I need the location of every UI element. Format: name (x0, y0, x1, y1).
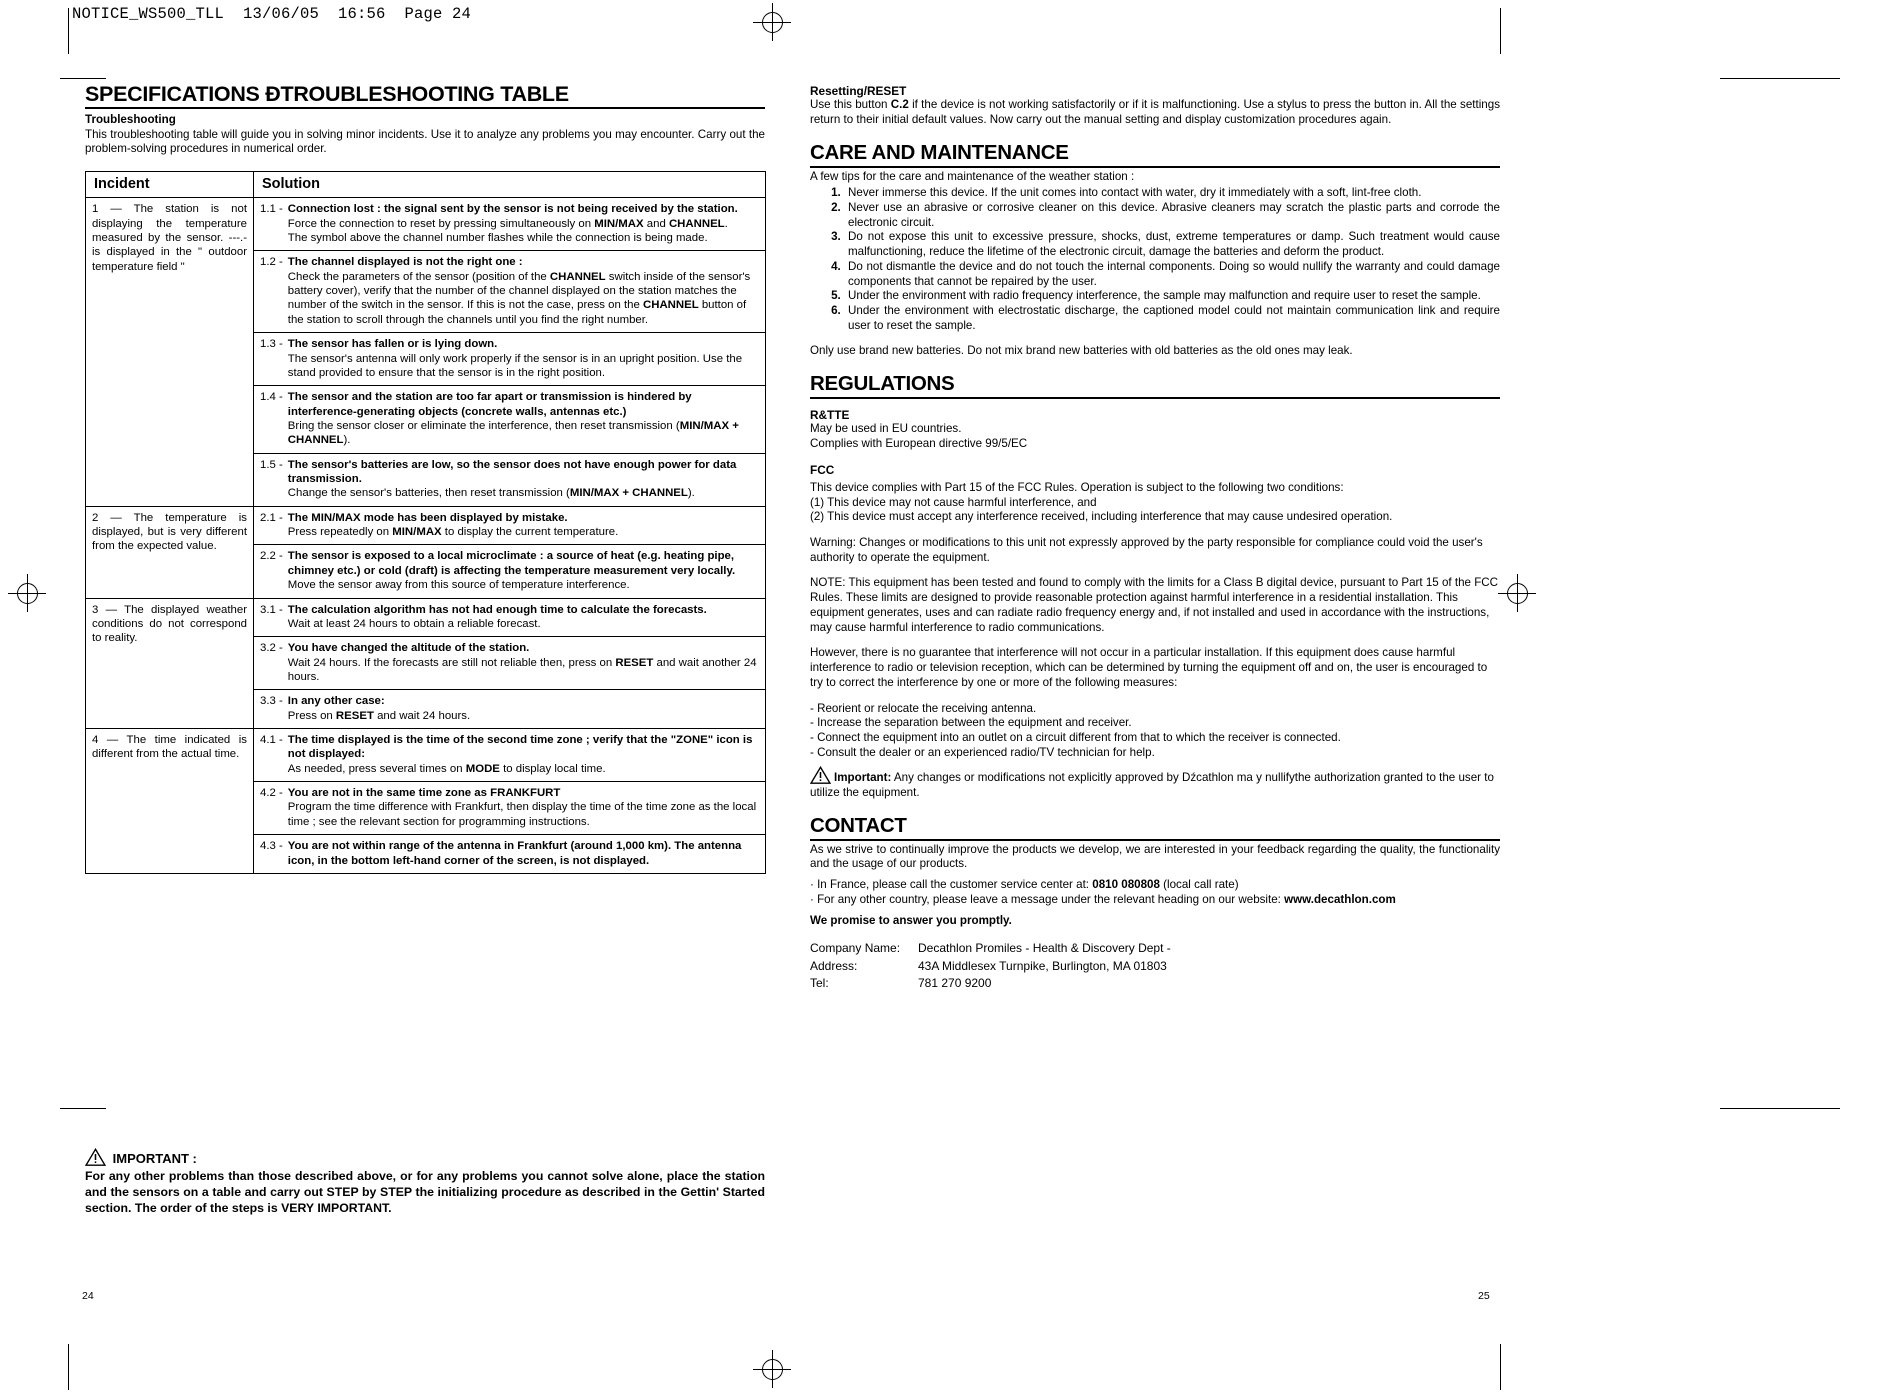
resetting-text: Use this button C.2 if the device is not working satisfactorily or if it is malfunctioning. Use a stylus to press the button in. All the settings return to their initial default values. Now carry out the manual setting and display customization procedures again. (810, 98, 1500, 126)
page-number-right: 25 (1478, 1290, 1490, 1302)
solution-number: 1.5 - (260, 458, 283, 471)
fcc-condition-2: (2) This device must accept any interference received, including interference that may cause undesired operation. (810, 510, 1393, 524)
solution-text: The MIN/MAX mode has been displayed by mistake. Press repeatedly on MIN/MAX to display the current temperature. (287, 511, 619, 539)
solution-number: 4.2 - (260, 787, 283, 800)
solution-number: 1.1 - (260, 203, 283, 216)
right-page-column (810, 84, 1500, 993)
solution-text: The calculation algorithm has not had enough time to calculate the forecasts. Wait at least 24 hours to obtain a reliable forecast. (287, 603, 707, 630)
care-list-item: 2. Never use an abrasive or corrosive cleaner on this device. Abrasive cleaners may scratch the plastic parts and corrode the electronic circuit. (844, 201, 1500, 230)
table-row (86, 729, 766, 782)
fcc-heading: FCC (810, 462, 835, 477)
care-intro: A few tips for the care and maintenance of the weather station : (810, 169, 1135, 183)
care-list-item: 3. Do not expose this unit to excessive pressure, shocks, dust, extreme temperatures or damp. Such treatment would cause malfunctioning, reduce the lifetime of the electronic circuit, damage the batteries and deform the product. (844, 230, 1500, 259)
care-list-item: 5. Under the environment with radio frequency interference, the sample may malfunction and require user to reset the sample. (844, 289, 1500, 304)
crop-line-left-bottom (68, 1344, 69, 1390)
fcc-measures-list (810, 702, 1500, 761)
left-page-column (85, 82, 765, 874)
rtte-line-1: May be used in EU countries. (810, 422, 962, 436)
company-name-value: Decathlon Promiles - Health & Discovery Dept - (918, 941, 1171, 956)
regulations-important-text: Any changes or modifications not explicitly approved by Dźcathlon ma y nullifythe authorization granted to the user to utilize the equipment. (810, 771, 1494, 800)
solution-number: 3.2 - (260, 642, 283, 655)
registration-mark-top (753, 3, 791, 41)
rtte-line-2: Complies with European directive 99/5/EC (810, 437, 1028, 450)
fcc-warning: Warning: Changes or modifications to this unit not expressly approved by the party responsible for compliance could void the user's authority to operate the equipment. (810, 536, 1483, 564)
solution-text: You are not in the same time zone as FRANKFURT Program the time difference with Frankfurt, then display the time of the time zone as the local time ; see the relevant section for programming instructions. (287, 787, 757, 828)
troubleshooting-table (85, 171, 766, 874)
warning-triangle-icon (810, 766, 831, 784)
rtte-heading: R&TTE (810, 408, 850, 423)
page-number-left: 24 (82, 1290, 94, 1302)
crop-line-top-right (1720, 78, 1840, 79)
registration-mark-left (8, 574, 46, 612)
solution-cell (254, 729, 766, 782)
warning-triangle-icon (85, 1148, 106, 1166)
important-heading-text: IMPORTANT : (112, 1151, 197, 1166)
solution-cell (254, 386, 766, 453)
crop-line-left (68, 8, 69, 54)
care-list (810, 186, 1500, 333)
care-list-item: 1. Never immerse this device. If the unit comes into contact with water, dry it immediately with a soft, lint-free cloth. (844, 186, 1500, 201)
fcc-measure-item: - Connect the equipment into an outlet on a circuit different from that to which the receiver is connected. (810, 730, 1341, 744)
solution-text: The sensor has fallen or is lying down. The sensor's antenna will only work properly if the sensor is in an upright position. Use the stand provided to ensure that the sensor is in the right position. (287, 338, 743, 379)
solution-text: The sensor and the station are too far apart or transmission is hindered by interference-generating objects (concrete walls, antennas etc.) Bring the sensor closer or eliminate the interference, then reset transmission (MIN/MAX + CHANNEL). (287, 391, 739, 447)
fcc-however: However, there is no guarantee that interference will not occur in a particular installation. If this equipment does cause harmful interference to radio or television reception, which can be determined by turning the equipment off and on, the user is encouraged to try to correct the interference by one or more of the following measures: (810, 646, 1488, 689)
solution-number: 3.1 - (260, 603, 283, 616)
registration-mark-right (1498, 574, 1536, 612)
solution-number: 4.1 - (260, 734, 283, 747)
solution-number: 3.3 - (260, 695, 283, 708)
tel-label: Tel: (810, 976, 829, 991)
company-name-row (810, 940, 1500, 957)
solution-cell (254, 453, 766, 506)
crop-line-right (1500, 8, 1501, 54)
address-label: Address: (810, 958, 858, 973)
contact-promise: We promise to answer you promptly. (810, 913, 1012, 927)
regulations-title: REGULATIONS (810, 373, 1500, 399)
solution-number: 1.3 - (260, 338, 283, 351)
incident-cell: 2 — The temperature is displayed, but is very different from the expected value. (86, 506, 254, 598)
solution-cell (254, 545, 766, 598)
fcc-intro: This device complies with Part 15 of the FCC Rules. Operation is subject to the following two conditions: (810, 480, 1344, 494)
crop-line-bottom-right (1720, 1108, 1840, 1109)
page-title: SPECIFICATIONS ÐTROUBLESHOOTING TABLE (85, 82, 765, 109)
company-name-label: Company Name: (810, 941, 901, 956)
table-row (86, 598, 766, 637)
solution-text: In any other case: Press on RESET and wait 24 hours. (287, 695, 471, 722)
solution-number: 2.1 - (260, 511, 283, 524)
solution-cell (254, 637, 766, 690)
fcc-note: NOTE: This equipment has been tested and found to comply with the limits for a Class B digital device, pursuant to Part 15 of the FCC Rules. These limits are designed to provide reasonable protection against harmful interference in a residential installation. This equipment generates, uses and can radiate radio frequency energy and, if not installed and used in accordance with the instructions, may cause harmful interference to radio communications. (810, 576, 1499, 634)
contact-bullet-france: · In France, please call the customer service center at: 0810 080808 (local call rate) (810, 878, 1239, 892)
table-row (86, 506, 766, 545)
resetting-heading: Resetting/RESET (810, 84, 907, 98)
solution-text: You are not within range of the antenna in Frankfurt (around 1,000 km). The antenna icon, in the bottom left-hand corner of the screen, is not displayed. (287, 840, 742, 867)
tel-row (810, 975, 1500, 992)
customer-service-phone: 0810 080808 (1092, 878, 1160, 892)
contact-title: CONTACT (810, 815, 1500, 841)
solution-cell (254, 506, 766, 545)
incident-cell: 3 — The displayed weather conditions do not correspond to reality. (86, 598, 254, 729)
important-heading-row (85, 1148, 765, 1166)
website-link[interactable]: www.decathlon.com (1284, 892, 1396, 906)
contact-bullet-other: · For any other country, please leave a message under the relevant heading on our website: www.decathlon.com (810, 892, 1396, 906)
crop-line-bottom-left (60, 1108, 106, 1109)
troubleshooting-intro: This troubleshooting table will guide you in solving minor incidents. Use it to analyze any problems you may encounter. Carry out the problem-solving procedures in numerical order. (85, 127, 765, 156)
fcc-measure-item: - Consult the dealer or an experienced radio/TV technician for help. (810, 745, 1155, 759)
contact-intro: As we strive to continually improve the products we develop, we are interested in your feedback regarding the quality, the functionality and the usage of our products. (810, 842, 1500, 871)
column-header-solution: Solution (254, 172, 766, 198)
crop-line-right-bottom (1500, 1344, 1501, 1390)
incident-cell: 4 — The time indicated is different from the actual time. (86, 729, 254, 874)
solution-text: You have changed the altitude of the station. Wait 24 hours. If the forecasts are still not reliable then, press on RESET and wait another 24 hours. (287, 642, 757, 683)
solution-text: The channel displayed is not the right one : Check the parameters of the sensor (position of the CHANNEL switch inside of the sensor's battery cover), verify that the number of the channel displayed on the station matches the number of the switch in the sensor. If this is not the case, press on the CHANNEL button of the station to scroll through the channels until you find the right number. (287, 256, 751, 326)
fcc-condition-1: (1) This device may not cause harmful interference, and (810, 495, 1097, 509)
solution-number: 1.2 - (260, 256, 283, 269)
important-body-text: For any other problems than those described above, or for any problems you cannot solve alone, place the station and the sensors on a table and carry out STEP by STEP the initializing procedure as described in the Gettin' Started section. The order of the steps is VERY IMPORTANT. (85, 1169, 765, 1216)
address-row (810, 958, 1500, 975)
address-value: 43A Middlesex Turnpike, Burlington, MA 01803 (918, 958, 1167, 973)
solution-text: Connection lost : the signal sent by the sensor is not being received by the station. Force the connection to reset by pressing simultaneously on MIN/MAX and CHANNEL. The symbol above the channel number flashes while the connection is being made. (287, 203, 738, 244)
solution-number: 4.3 - (260, 840, 283, 853)
important-notice-block (85, 1148, 765, 1217)
incident-cell: 1 — The station is not displaying the temperature measured by the sensor. ---.- is displayed in the " outdoor temperature field " (86, 198, 254, 506)
file-header-stamp: NOTICE_WS500_TLL 13/06/05 16:56 Page 24 (72, 5, 472, 23)
table-row (86, 198, 766, 251)
column-header-incident: Incident (86, 172, 254, 198)
tel-value: 781 270 9200 (918, 976, 992, 991)
care-list-item: 6. Under the environment with electrostatic discharge, the captioned model could not maintain communication link and require user to reset the sample. (844, 304, 1500, 333)
table-header-row (86, 172, 766, 198)
solution-text: The sensor's batteries are low, so the sensor does not have enough power for data transmission. Change the sensor's batteries, then reset transmission (MIN/MAX + CHANNEL). (287, 458, 737, 500)
solution-cell (254, 690, 766, 729)
solution-cell (254, 251, 766, 333)
company-details-box (810, 940, 1500, 992)
crop-line-top-left (60, 78, 106, 79)
solution-text: The sensor is exposed to a local microclimate : a source of heat (e.g. heating pipe, chimney etc.) or cold (draft) is affecting the temperature measurement very locally. Move the sensor away from this source of temperature interference. (287, 550, 736, 592)
solution-cell (254, 835, 766, 874)
reset-button-ref: C.2 (890, 98, 909, 112)
solution-cell (254, 598, 766, 637)
care-list-item: 4. Do not dismantle the device and do not touch the internal components. Doing so would nullify the warranty and could damage components that cannot be repaired by the user. (844, 260, 1500, 289)
solution-text: The time displayed is the time of the second time zone ; verify that the "ZONE" icon is not displayed: As needed, press several times on MODE to display local time. (287, 734, 753, 775)
battery-note: Only use brand new batteries. Do not mix brand new batteries with old batteries as the old ones may leak. (810, 344, 1353, 358)
care-maintenance-title: CARE AND MAINTENANCE (810, 142, 1500, 168)
fcc-measure-item: - Reorient or relocate the receiving antenna. (810, 701, 1037, 715)
solution-number: 2.2 - (260, 550, 283, 563)
solution-cell (254, 782, 766, 835)
troubleshooting-subheading: Troubleshooting (85, 113, 176, 127)
regulations-important-label: Important: (834, 771, 892, 785)
solution-cell (254, 198, 766, 251)
registration-mark-bottom (753, 1350, 791, 1388)
solution-cell (254, 333, 766, 386)
regulations-important (810, 766, 1500, 800)
solution-number: 1.4 - (260, 391, 283, 404)
fcc-measure-item: - Increase the separation between the equipment and receiver. (810, 716, 1132, 730)
